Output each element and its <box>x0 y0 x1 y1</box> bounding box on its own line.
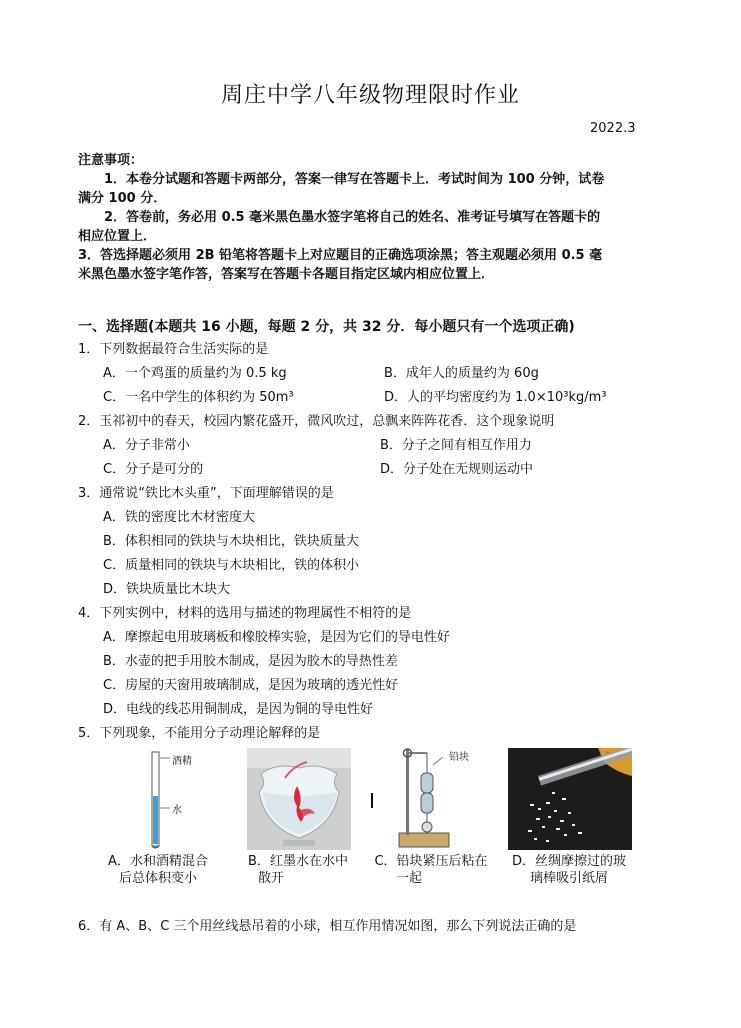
question-5-option-c-line1: C．铅块紧压后粘在 <box>374 854 488 869</box>
question-5-stem: 5．下列现象，不能用分子动理论解释的是 <box>78 726 321 741</box>
exam-date: 2022.3 <box>590 121 636 136</box>
question-1-option-d: D．人的平均密度约为 1.0×10³kg/m³ <box>384 390 607 405</box>
figure-b-ink-bowl <box>247 748 351 850</box>
question-5-option-b-line2: 散开 <box>258 871 285 886</box>
question-3-option-a: A．铁的密度比木材密度大 <box>103 510 255 525</box>
question-5-option-d-line2: 璃棒吸引纸屑 <box>529 871 608 886</box>
label-lead-block: 铅块 <box>449 752 469 763</box>
question-4-stem: 4．下列实例中，材料的选用与描述的物理属性不相符的是 <box>78 606 412 621</box>
notice-item3-line2: 米黑色墨水签字笔作答，答案写在答题卡各题目指定区域内相应位置上． <box>78 267 495 282</box>
notice-heading: 注意事项： <box>78 153 144 168</box>
question-2-option-c: C．分子是可分的 <box>103 462 204 477</box>
question-3-option-c: C．质量相同的铁块与木块相比，铁的体积小 <box>103 558 360 573</box>
section-heading: 一、选择题(本题共 16 小题，每题 2 分，共 32 分．每小题只有一个选项正确) <box>78 319 575 335</box>
label-alcohol: 酒精 <box>172 756 192 767</box>
question-5-option-a-line2: 后总体积变小 <box>118 871 197 886</box>
question-5-option-b-line1: B．红墨水在水中 <box>248 854 348 869</box>
question-5-option-d-line1: D．丝绸摩擦过的玻 <box>511 854 626 869</box>
question-2-option-b: B．分子之间有相互作用力 <box>380 438 532 453</box>
question-1-option-c: C．一名中学生的体积约为 50m³ <box>103 390 294 405</box>
question-2-option-d: D．分子处在无规则运动中 <box>380 462 534 477</box>
figure-c-lead-blocks <box>393 743 453 850</box>
label-water: 水 <box>172 805 182 816</box>
separator-mark <box>371 793 373 808</box>
notice-item1-line1: 1．本卷分试题和答题卡两部分，答案一律写在答题卡上．考试时间为 100 分钟，试卷 <box>104 172 605 187</box>
notice-item1-line2: 满分 100 分． <box>78 191 167 206</box>
figure-d-glass-rod <box>508 748 632 850</box>
notice-item2-line2: 相应位置上． <box>78 229 157 244</box>
question-6-stem: 6．有 A、B、C 三个用丝线悬吊着的小球，相互作用情况如图，那么下列说法正确的是 <box>78 919 577 934</box>
question-1-stem: 1．下列数据最符合生活实际的是 <box>78 342 269 357</box>
question-5-option-a-line1: A．水和酒精混合 <box>108 854 208 869</box>
question-3-option-b: B．体积相同的铁块与木块相比，铁块质量大 <box>103 534 359 549</box>
question-4-option-d: D．电线的线芯用铜制成，是因为铜的导电性好 <box>103 702 374 717</box>
question-4-option-a: A．摩擦起电用玻璃板和橡胶棒实验，是因为它们的导电性好 <box>103 630 450 645</box>
question-3-stem: 3．通常说“铁比木头重”，下面理解错误的是 <box>78 486 334 501</box>
question-3-option-d: D．铁块质量比木块大 <box>103 582 231 597</box>
notice-item3-line1: 3．答选择题必须用 2B 铅笔将答题卡上对应题目的正确选项涂黑；答主观题必须用 0.5 毫 <box>78 248 603 263</box>
question-1-option-b: B．成年人的质量约为 60g <box>384 366 539 381</box>
question-5-option-c-line2: 一起 <box>396 871 423 886</box>
question-2-stem: 2．玉祁初中的春天，校园内繁花盛开，微风吹过，总飘来阵阵花香．这个现象说明 <box>78 414 555 429</box>
page-title: 周庄中学八年级物理限时作业 <box>220 83 520 108</box>
question-1-option-a: A．一个鸡蛋的质量约为 0.5 kg <box>103 366 287 381</box>
question-4-option-c: C．房屋的天窗用玻璃制成，是因为玻璃的透光性好 <box>103 678 399 693</box>
question-2-option-a: A．分子非常小 <box>103 438 190 453</box>
notice-item2-line1: 2．答卷前，务必用 0.5 毫米黑色墨水签字笔将自己的姓名、准考证号填写在答题卡的 <box>104 210 601 225</box>
question-4-option-b: B．水壶的把手用胶木制成，是因为胶木的导热性差 <box>103 654 398 669</box>
